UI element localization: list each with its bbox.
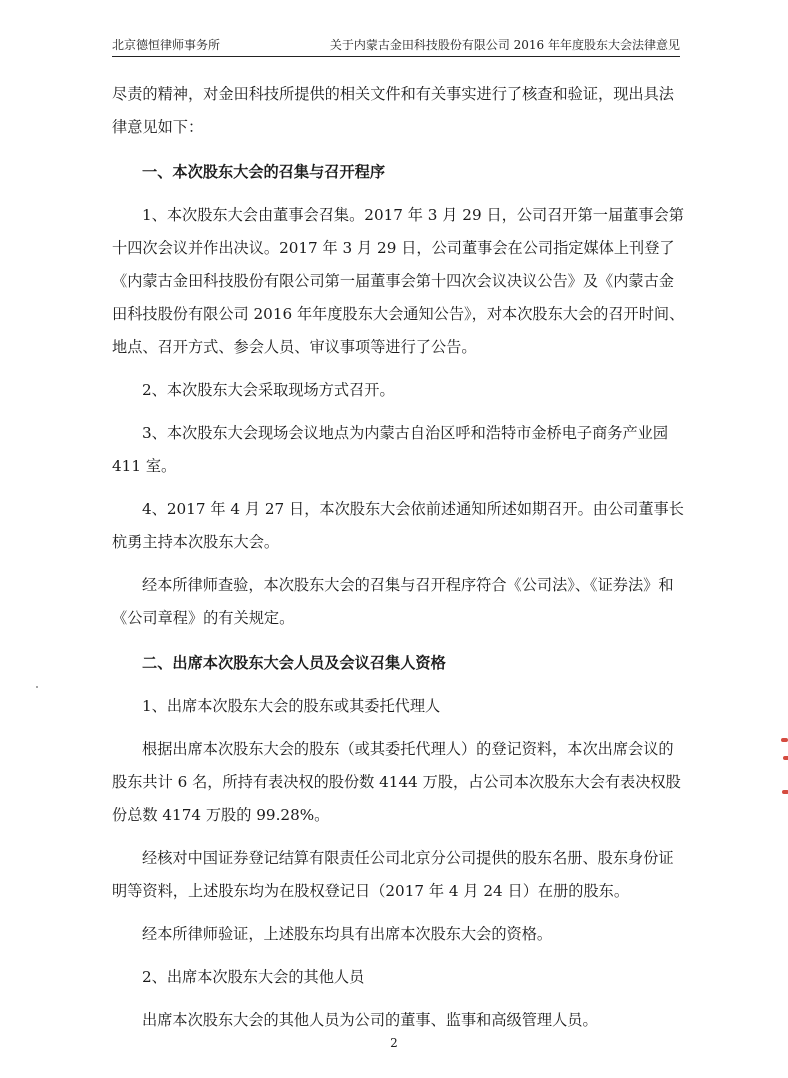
paragraph-2-2: 经核对中国证券登记结算有限责任公司北京分公司提供的股东名册、股东身份证明等资料，上述股东均为在股权登记日（2017 年 4 月 24 日）在册的股东。 xyxy=(112,849,674,900)
document-body xyxy=(112,78,688,1037)
seal-edge-mark xyxy=(781,738,788,742)
seal-edge-mark xyxy=(782,790,788,794)
subheading-2-1: 1、出席本次股东大会的股东或其委托代理人 xyxy=(142,697,441,715)
paragraph-intro: 尽责的精神，对金田科技所提供的相关文件和有关事实进行了核查和验证，现出具法律意见如下： xyxy=(112,85,674,136)
subheading-2-2: 2、出席本次股东大会的其他人员 xyxy=(142,968,365,986)
scan-speck xyxy=(36,686,38,688)
header-firm-name: 北京德恒律师事务所 xyxy=(112,38,221,52)
paragraph-1-4: 4、2017 年 4 月 27 日，本次股东大会依前述通知所述如期召开。由公司董事长杭勇主持本次股东大会。 xyxy=(112,500,684,551)
paragraph-2-4: 出席本次股东大会的其他人员为公司的董事、监事和高级管理人员。 xyxy=(142,1011,598,1029)
page-number: 2 xyxy=(390,1036,398,1050)
section-heading-1: 一、本次股东大会的召集与召开程序 xyxy=(142,163,385,181)
page-header xyxy=(112,34,680,57)
paragraph-2-1: 根据出席本次股东大会的股东（或其委托代理人）的登记资料，本次出席会议的股东共计 6 名，所持有表决权的股份数 4144 万股，占公司本次股东大会有表决权股份总数 4174 万股的 99.28%。 xyxy=(112,740,681,824)
paragraph-1-2: 2、本次股东大会采取现场方式召开。 xyxy=(142,381,395,399)
seal-edge-mark xyxy=(783,756,788,760)
section-heading-2: 二、出席本次股东大会人员及会议召集人资格 xyxy=(142,654,446,672)
paragraph-1-3: 3、本次股东大会现场会议地点为内蒙古自治区呼和浩特市金桥电子商务产业园 411 室。 xyxy=(112,424,669,475)
paragraph-1-conclusion: 经本所律师查验，本次股东大会的召集与召开程序符合《公司法》、《证券法》和《公司章程》的有关规定。 xyxy=(112,576,674,627)
header-document-title: 关于内蒙古金田科技股份有限公司 2016 年年度股东大会法律意见 xyxy=(329,38,680,52)
paragraph-2-3: 经本所律师验证，上述股东均具有出席本次股东大会的资格。 xyxy=(142,925,553,943)
paragraph-1-1: 1、本次股东大会由董事会召集。2017 年 3 月 29 日，公司召开第一届董事会第十四次会议并作出决议。2017 年 3 月 29 日，公司董事会在公司指定媒体上刊登了《内蒙古金田科技股份有限公司第一届董事会第十四次会议决议公告》及《内蒙古金田科技股份有限公司 2016 年年度股东大会通知公告》，对本次股东大会的召开时间、地点、召开方式、参会人员、审议事项等进行了公告。 xyxy=(112,206,685,356)
